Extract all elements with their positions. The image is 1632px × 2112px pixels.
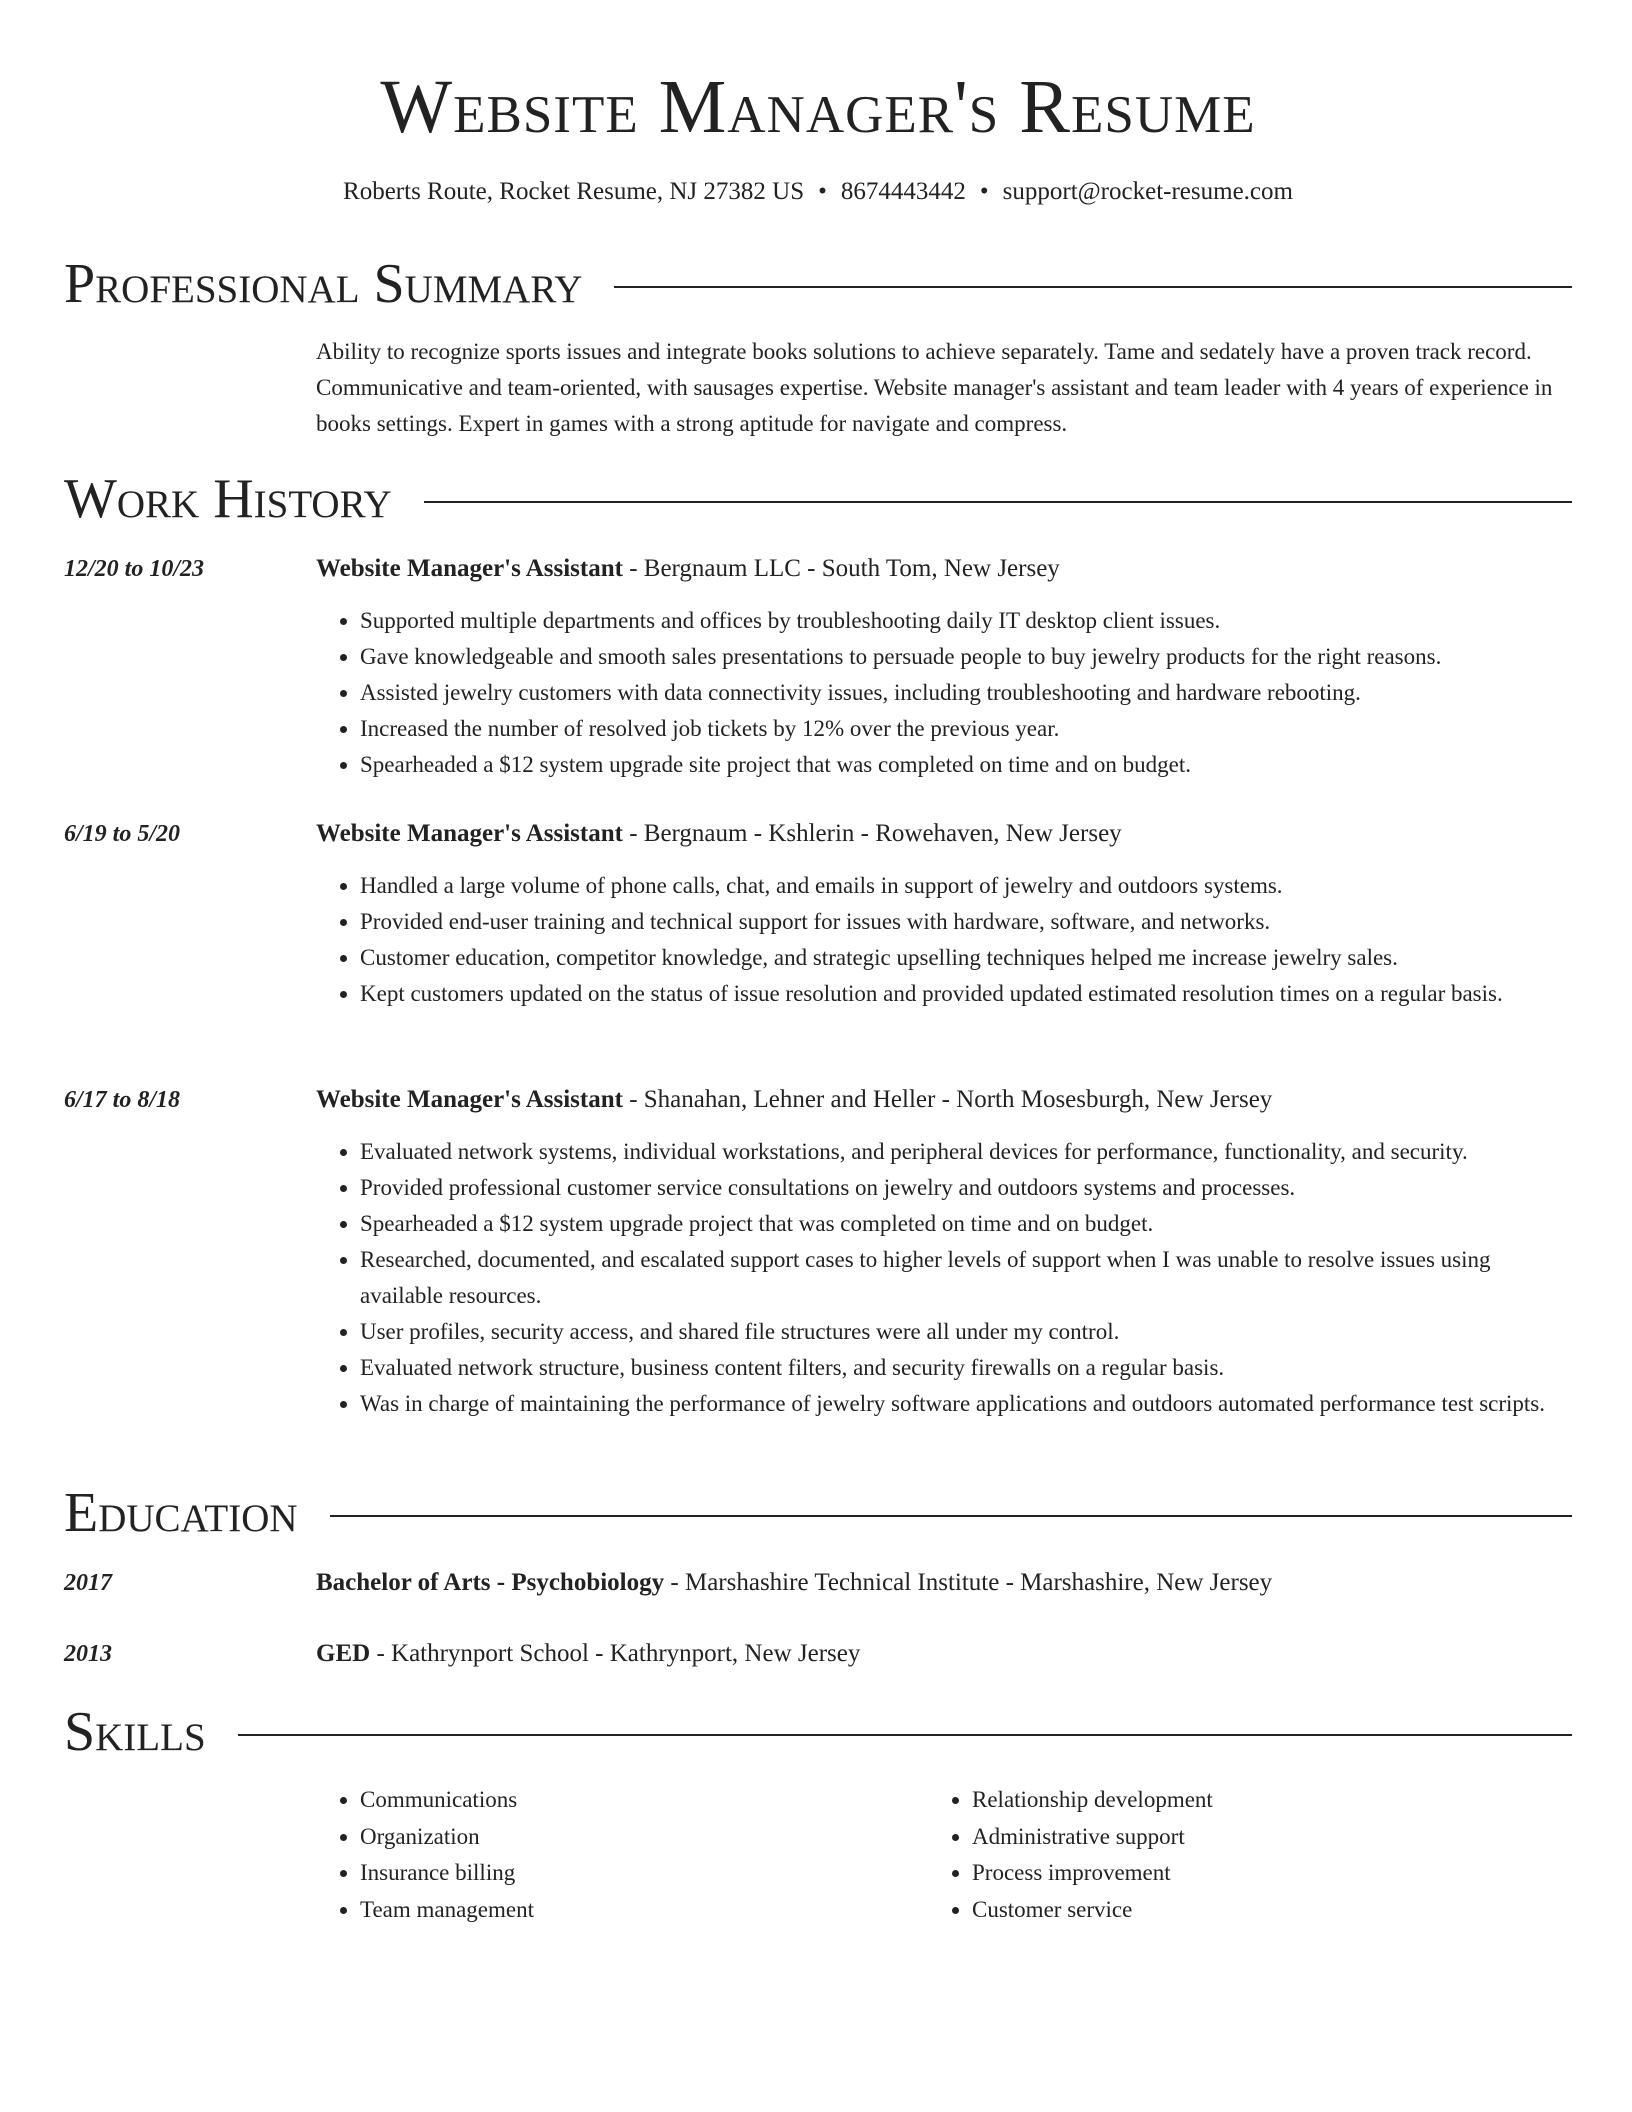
skill-item: • Team management [360,1892,920,1929]
summary-text: Ability to recognize sports issues and integrate books solutions to achieve separately. Tame and sedately have a proven track record. Communicative and team-oriented, with sausages expertise. Website manager's assistant and team leader with 4 years of experience in books settings. Expert in games with a strong aptitude for navigate and compress. [316,339,1553,436]
job-bullet: • Spearheaded a $12 system upgrade site project that was completed on time and on budget. [360,747,1572,783]
job-bullet: • Handled a large volume of phone calls, chat, and emails in support of jewelry and outdoors systems. [360,868,1572,904]
education-entry [316,1566,1572,1600]
job-bullet: • Kept customers updated on the status of issue resolution and provided updated estimated resolution times on a regular basis. [360,976,1572,1012]
job-details: - Bergnaum - Kshlerin - Rowehaven, New Jersey [622,820,1122,847]
skill-item: • Communications [360,1782,920,1819]
section-title-education: Education [64,1482,298,1544]
contact-address: Roberts Route, Rocket Resume, NJ 27382 US [343,178,805,205]
job-bullet: • Customer education, competitor knowledge, and strategic upselling techniques helped me increase jewelry sales. [360,940,1572,976]
job-bullet: • Provided professional customer service consultations on jewelry and outdoors systems and processes. [360,1170,1572,1206]
section-divider [614,286,1572,288]
skill-item: • Process improvement [972,1855,1572,1892]
skill-item: • Administrative support [972,1819,1572,1856]
skill-item: • Customer service [972,1892,1572,1929]
section-header-education [64,1481,1572,1545]
job-bullet: • Provided end-user training and technical support for issues with hardware, software, and networks. [360,904,1572,940]
skill-item: • Insurance billing [360,1855,920,1892]
resume-title: Website Manager's Resume [380,65,1256,149]
section-header-work-history [64,467,1572,531]
job-dates: 6/17 to 8/18 [64,1087,181,1113]
section-divider [424,501,1572,503]
job-bullet: • Supported multiple departments and offices by troubleshooting daily IT desktop client issues. [360,603,1572,639]
contact-email: support@rocket-resume.com [1002,178,1293,205]
job-bullet: • Researched, documented, and escalated support cases to higher levels of support when I was unable to resolve issues using available resources. [360,1242,1572,1314]
job-bullets [316,603,1572,783]
job-bullet: • Spearheaded a $12 system upgrade project that was completed on time and on budget. [360,1206,1572,1242]
section-divider [330,1515,1572,1517]
section-title-skills: Skills [64,1701,206,1763]
job-bullet: • Gave knowledgeable and smooth sales presentations to persuade people to buy jewelry products for the right reasons. [360,639,1572,675]
job-title: Website Manager's Assistant [316,555,623,582]
education-year: 2017 [64,1570,112,1596]
job-title: Website Manager's Assistant [316,820,623,847]
job-details: - Shanahan, Lehner and Heller - North Mosesburgh, New Jersey [622,1086,1273,1113]
education-details: - Kathrynport School - Kathrynport, New Jersey [370,1640,861,1667]
job-bullets [316,868,1572,1012]
job-heading [316,817,1572,851]
job-bullet: • Evaluated network structure, business content filters, and security firewalls on a regular basis. [360,1350,1572,1386]
job-dates: 12/20 to 10/23 [64,556,205,582]
education-details: - Marshashire Technical Institute - Marshashire, New Jersey [664,1569,1273,1596]
job-heading [316,552,1572,586]
section-divider [238,1734,1572,1736]
contact-separator: • [818,178,827,205]
contact-separator: • [979,178,989,205]
job-heading [316,1083,1572,1117]
education-degree: Bachelor of Arts - Psychobiology [316,1569,665,1596]
job-bullet: • Was in charge of maintaining the performance of jewelry software applications and outdoors automated performance test scripts. [360,1386,1572,1422]
skills-list-right [928,1782,1572,1928]
section-header-summary [64,252,1572,316]
section-header-skills [64,1700,1572,1764]
skill-item: • Relationship development [972,1782,1572,1819]
job-dates: 6/19 to 5/20 [64,821,181,847]
contact-phone: 8674443442 [840,178,966,205]
skills-list-left [316,1782,920,1928]
education-degree: GED [316,1640,371,1667]
section-title-work-history: Work History [64,468,392,530]
skill-item: • Organization [360,1819,920,1856]
section-title-summary: Professional Summary [64,253,583,315]
job-bullet: • Assisted jewelry customers with data connectivity issues, including troubleshooting and hardware rebooting. [360,675,1572,711]
job-bullet: • User profiles, security access, and shared file structures were all under my control. [360,1314,1572,1350]
job-bullet: • Evaluated network systems, individual workstations, and peripheral devices for performance, functionality, and security. [360,1134,1572,1170]
education-entry [316,1637,1572,1671]
education-year: 2013 [64,1641,112,1667]
job-title: Website Manager's Assistant [316,1086,623,1113]
job-bullets [316,1134,1572,1422]
contact-line [64,175,1572,209]
job-bullet: • Increased the number of resolved job tickets by 12% over the previous year. [360,711,1572,747]
job-details: - Bergnaum LLC - South Tom, New Jersey [622,555,1060,582]
